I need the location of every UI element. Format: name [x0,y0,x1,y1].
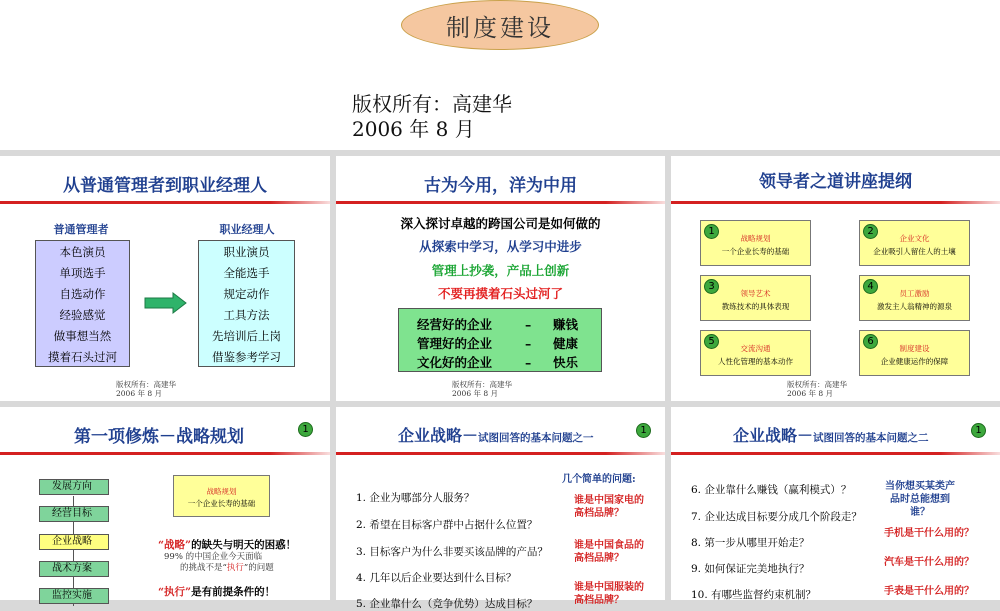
slide-title: 古为今用，洋为中用 [424,176,577,196]
slide-title: 领导者之道讲座提纲 [759,172,912,192]
slide-title: 第一项修炼－战略规划 [74,427,244,447]
point-1: “战略”的缺失与明天的困惑！ [158,539,297,551]
slide-title: 企业战略－试图回答的基本问题之二 [733,426,929,445]
slide-thumbnail-6[interactable] [671,407,1000,600]
question-item: 1. 企业为哪部分人服务？ [356,492,475,504]
question-item: 10. 有哪些监督约束机制？ [691,589,817,601]
list-item: 摸着石头过河 [48,350,117,364]
list-item: 工具方法 [223,308,270,322]
text-line-4: 不要再摸着石头过河了 [437,286,563,301]
chain-step: 经营目标 [39,506,109,522]
question-item: 3. 目标客户为什么非要买该品牌的产品？ [356,546,548,558]
number-badge-icon: 6 [863,334,878,349]
title-oval: 制度建设 [401,0,599,50]
slide-title: 企业战略－试图回答的基本问题之一 [398,426,594,445]
slide-title: 从普通管理者到职业经理人 [63,176,267,196]
column-heading-right: 职业经理人 [219,223,275,236]
column-heading-left: 普通管理者 [53,223,109,236]
answer-text: 手表是干什么用的？ [884,586,974,597]
text-line-1: 深入探讨卓越的跨国公司是如何做的 [400,216,601,231]
outline-item-4: 4 员工激励 激发主人翁精神的源泉 [859,275,970,321]
outline-item-3: 3 领导艺术 教练技术的具体表现 [700,275,811,321]
table-row: 管理好的企业 – 健康 [417,336,579,351]
answer-text: 谁是中国家电的高档品牌？ [574,495,644,519]
slide-footer [116,380,176,398]
copyright-text: 版权所有：高建华 [352,92,512,116]
question-item: 5. 企业靠什么（竞争优势）达成目标？ [356,598,538,610]
number-badge-icon: 5 [704,334,719,349]
slide-footer [787,380,847,398]
footer-copyright: 版权所有：高建华 [787,380,847,389]
question-item: 4. 几年以后企业要达到什么目标？ [356,572,517,584]
outline-item-5: 5 交流沟通 人性化管理的基本动作 [700,330,811,376]
question-item: 2. 希望在目标客户群中占据什么位置？ [356,519,538,531]
footer-date: 2006 年 8 月 [787,389,834,398]
title-divider [671,201,1000,204]
number-badge-icon: 2 [863,224,878,239]
point-2: 99% 的中国企业今天面临 [164,552,263,562]
number-badge-icon: 4 [863,279,878,294]
question-item: 7. 企业达成目标要分成几个阶段走？ [691,511,862,523]
list-item: 自选动作 [59,287,106,301]
answer-text: 谁是中国服装的高档品牌？ [574,582,644,606]
slide-thumbnail-1[interactable] [0,156,330,401]
number-badge-icon: 1 [971,423,986,438]
chain-step-highlight: 企业战略 [39,534,109,550]
number-badge-icon: 1 [704,224,719,239]
footer-copyright: 版权所有：高建华 [452,380,512,389]
slide-thumbnail-5[interactable] [336,407,665,610]
list-item: 先培训后上岗 [212,329,281,343]
list-item: 全能选手 [223,266,270,280]
title-divider [0,452,330,455]
list-item: 做事想当然 [53,329,112,343]
question-item: 6. 企业靠什么赚钱（赢利模式）？ [691,484,852,496]
answer-text: 汽车是干什么用的？ [884,557,974,568]
text-line-2: 从探索中学习，从学习中进步 [419,239,582,254]
title-divider [671,452,1000,455]
title-divider [0,201,330,204]
title-slide [0,0,1000,150]
outline-item-1: 1 战略规划 一个企业长寿的基础 [700,220,811,266]
outline-item-6: 6 制度建设 企业健康运作的保障 [859,330,970,376]
answer-text: 手机是干什么用的？ [884,528,974,539]
slide-thumbnail-3[interactable] [671,156,1000,401]
note-text: 当你想买某类产品时总能想到谁？ [885,481,955,518]
strategy-box: 战略规划 一个企业长寿的基础 [173,475,270,517]
hint-text: 几个简单的问题: [562,474,636,485]
table-row: 经营好的企业 – 赚钱 [417,317,579,332]
list-box-left [35,240,130,367]
outline-item-2: 2 企业文化 企业吸引人留住人的土壤 [859,220,970,266]
list-item: 单项选手 [59,266,106,280]
arrow-right-icon [145,293,187,313]
number-badge-icon: 3 [704,279,719,294]
footer-copyright: 版权所有：高建华 [116,380,176,389]
list-item: 规定动作 [223,287,270,301]
title-divider [336,452,665,455]
footer-date: 2006 年 8 月 [452,389,499,398]
point-4: “执行”是有前提条件的！ [158,586,276,598]
chain-step: 发展方向 [39,479,109,495]
slide-thumbnail-4[interactable] [0,407,330,600]
answer-text: 谁是中国食品的高档品牌？ [574,540,644,564]
number-badge-icon: 1 [298,422,313,437]
question-item: 9. 如何保证完美地执行？ [691,563,810,575]
chain-step: 监控实施 [39,588,109,604]
text-line-3: 管理上抄袭，产品上创新 [431,263,570,278]
list-item: 借鉴参考学习 [212,350,281,364]
date-text: 2006 年 8 月 [352,117,475,141]
list-item: 经验感觉 [59,308,106,322]
point-3: 的挑战不是“执行”的问题 [180,563,274,573]
number-badge-icon: 1 [636,423,651,438]
footer-date: 2006 年 8 月 [116,389,163,398]
list-item: 本色演员 [59,245,106,259]
slide-footer [452,380,512,398]
table-row: 文化好的企业 – 快乐 [417,355,579,370]
summary-box [398,308,602,372]
list-item: 职业演员 [223,245,270,259]
chain-step: 战术方案 [39,561,109,577]
title-divider [336,201,665,204]
slide-thumbnail-2[interactable] [336,156,665,401]
list-box-right [198,240,295,367]
question-item: 8. 第一步从哪里开始走？ [691,537,810,549]
